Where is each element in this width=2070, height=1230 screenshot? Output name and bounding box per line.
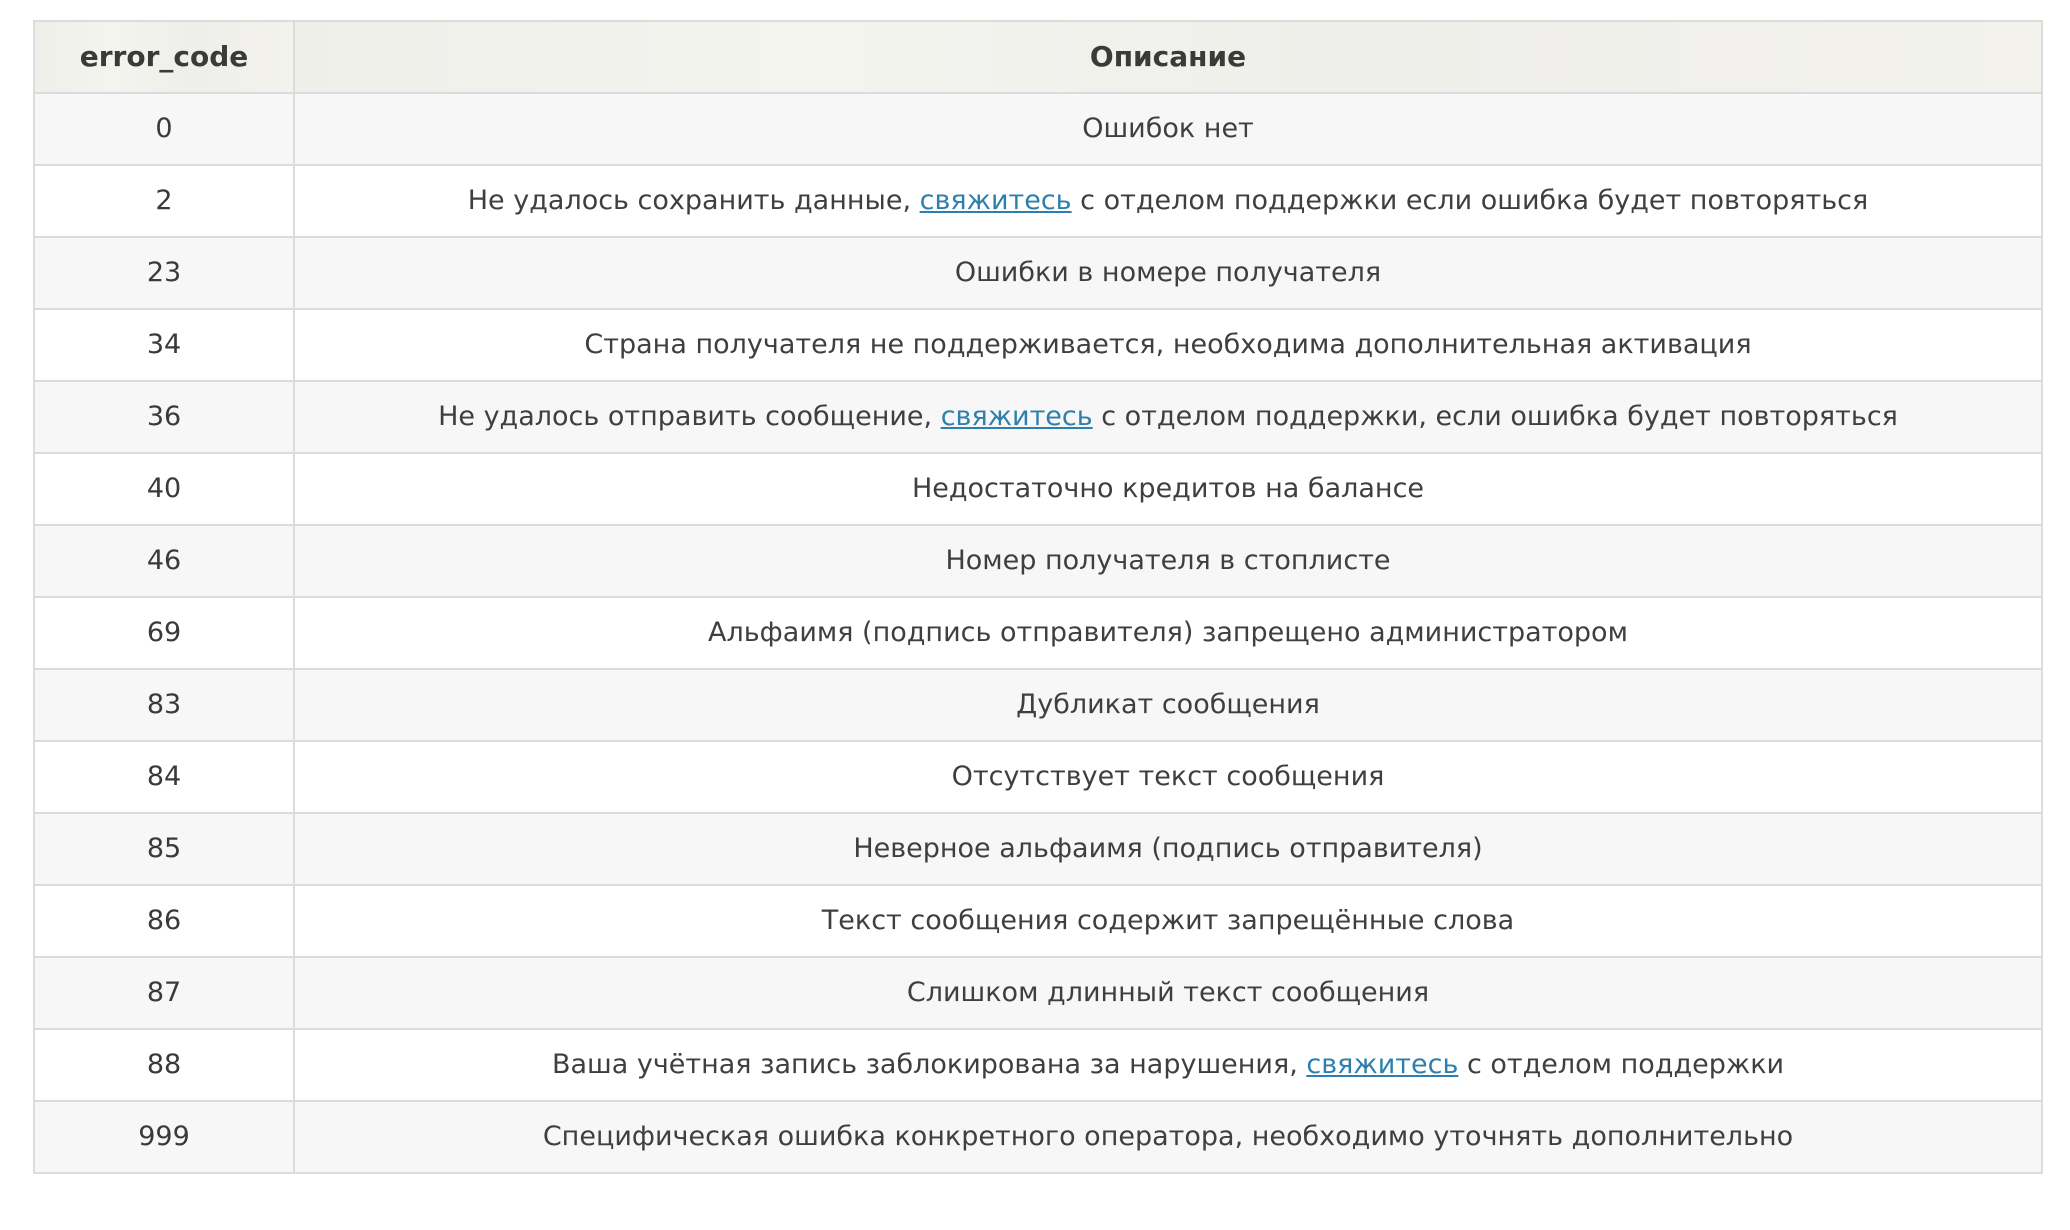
error-code-cell: 85 bbox=[34, 813, 294, 885]
contact-support-link[interactable]: свяжитесь bbox=[940, 400, 1093, 432]
table-header bbox=[34, 21, 2042, 93]
header-error-code: error_code bbox=[34, 21, 294, 93]
error-code-cell: 86 bbox=[34, 885, 294, 957]
description-text: Альфаимя (подпись отправителя) запрещено администратором bbox=[708, 616, 1628, 648]
description-cell bbox=[294, 309, 2042, 381]
table-row bbox=[34, 309, 2042, 381]
error-code-cell: 87 bbox=[34, 957, 294, 1029]
description-text: Ваша учётная запись заблокирована за нарушения, bbox=[551, 1048, 1307, 1080]
description-text: Ошибок нет bbox=[1082, 112, 1254, 144]
table-row bbox=[34, 669, 2042, 741]
table-row bbox=[34, 741, 2042, 813]
description-cell bbox=[294, 957, 2042, 1029]
description-cell bbox=[294, 237, 2042, 309]
description-text: Специфическая ошибка конкретного оператора, необходимо уточнять дополнительно bbox=[542, 1120, 1794, 1152]
error-code-cell: 88 bbox=[34, 1029, 294, 1101]
error-code-cell: 46 bbox=[34, 525, 294, 597]
error-code-cell: 40 bbox=[34, 453, 294, 525]
table-row bbox=[34, 381, 2042, 453]
description-cell bbox=[294, 165, 2042, 237]
error-codes-container bbox=[33, 20, 2041, 1174]
table-row bbox=[34, 885, 2042, 957]
description-cell bbox=[294, 669, 2042, 741]
table-row bbox=[34, 597, 2042, 669]
description-text: Недостаточно кредитов на балансе bbox=[911, 472, 1425, 504]
error-code-cell: 0 bbox=[34, 93, 294, 165]
description-text: Отсутствует текст сообщения bbox=[951, 760, 1385, 792]
error-code-cell: 34 bbox=[34, 309, 294, 381]
description-text-after: с отделом поддержки если ошибка будет повторяться bbox=[1071, 184, 1869, 216]
error-code-cell: 83 bbox=[34, 669, 294, 741]
header-row bbox=[34, 21, 2042, 93]
contact-support-link[interactable]: свяжитесь bbox=[1306, 1048, 1459, 1080]
description-text: Номер получателя в стоплисте bbox=[945, 544, 1391, 576]
description-text: Слишком длинный текст сообщения bbox=[906, 976, 1430, 1008]
table-row bbox=[34, 237, 2042, 309]
description-cell bbox=[294, 885, 2042, 957]
description-cell bbox=[294, 381, 2042, 453]
error-code-cell: 2 bbox=[34, 165, 294, 237]
error-codes-table bbox=[33, 20, 2043, 1174]
error-code-cell: 36 bbox=[34, 381, 294, 453]
description-text: Страна получателя не поддерживается, необходима дополнительная активация bbox=[584, 328, 1752, 360]
description-cell bbox=[294, 741, 2042, 813]
error-code-cell: 999 bbox=[34, 1101, 294, 1173]
description-cell bbox=[294, 597, 2042, 669]
error-code-cell: 23 bbox=[34, 237, 294, 309]
description-cell bbox=[294, 525, 2042, 597]
description-cell bbox=[294, 1101, 2042, 1173]
table-row bbox=[34, 813, 2042, 885]
table-row bbox=[34, 93, 2042, 165]
description-text: Неверное альфаимя (подпись отправителя) bbox=[853, 832, 1483, 864]
header-description: Описание bbox=[294, 21, 2042, 93]
description-cell bbox=[294, 1029, 2042, 1101]
description-text: Дубликат сообщения bbox=[1016, 688, 1320, 720]
table-row bbox=[34, 957, 2042, 1029]
error-code-cell: 84 bbox=[34, 741, 294, 813]
description-text: Не удалось сохранить данные, bbox=[467, 184, 920, 216]
description-cell bbox=[294, 93, 2042, 165]
table-row bbox=[34, 165, 2042, 237]
table-body bbox=[34, 93, 2042, 1173]
table-row bbox=[34, 1101, 2042, 1173]
contact-support-link[interactable]: свяжитесь bbox=[919, 184, 1072, 216]
table-row bbox=[34, 1029, 2042, 1101]
description-cell bbox=[294, 453, 2042, 525]
description-text-after: с отделом поддержки, если ошибка будет повторяться bbox=[1092, 400, 1898, 432]
description-text: Ошибки в номере получателя bbox=[954, 256, 1382, 288]
error-code-cell: 69 bbox=[34, 597, 294, 669]
description-text: Не удалось отправить сообщение, bbox=[438, 400, 941, 432]
description-text-after: с отделом поддержки bbox=[1458, 1048, 1785, 1080]
description-text: Текст сообщения содержит запрещённые слова bbox=[821, 904, 1515, 936]
table-row bbox=[34, 453, 2042, 525]
description-cell bbox=[294, 813, 2042, 885]
table-row bbox=[34, 525, 2042, 597]
